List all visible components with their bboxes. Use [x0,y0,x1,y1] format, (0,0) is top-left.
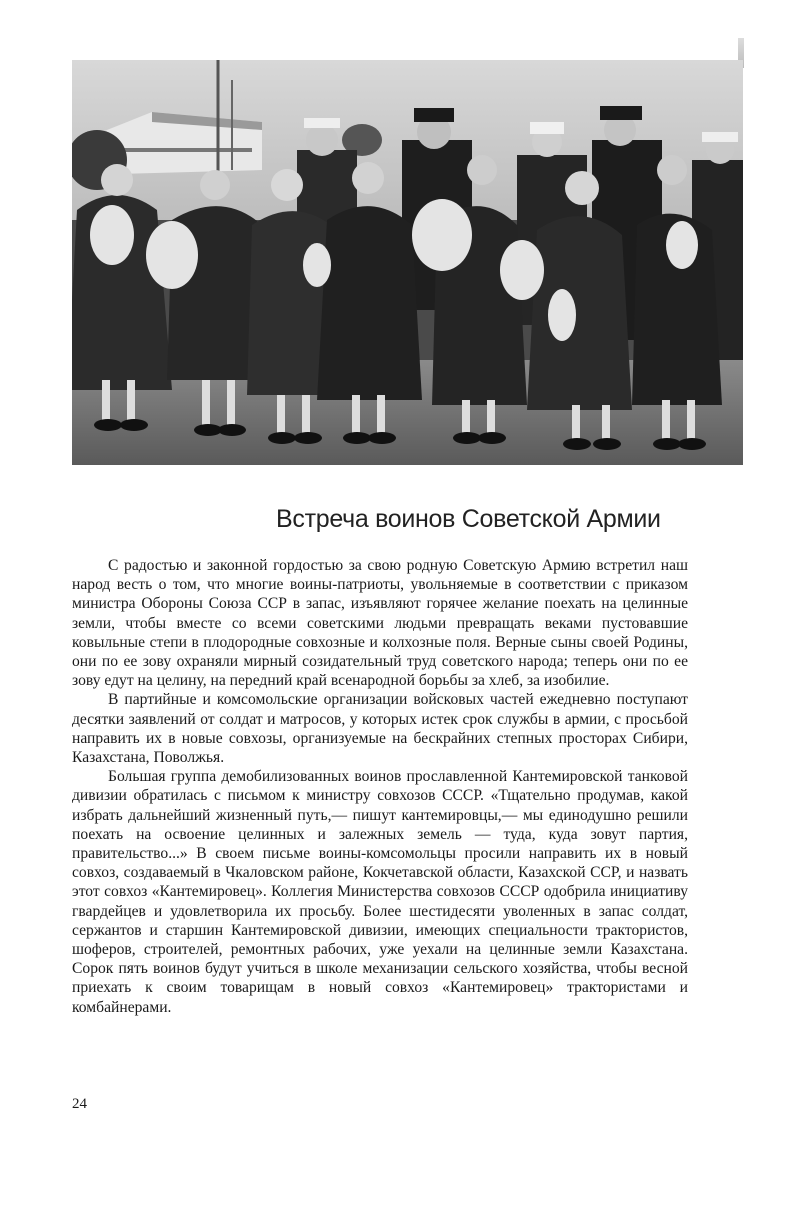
article-body [72,556,688,1017]
article-title: Встреча воинов Советской Армии [276,505,661,533]
page-number: 24 [72,1096,87,1112]
group-photo [72,60,743,465]
article-paragraph: С радостью и законной гордостью за свою родную Советскую Армию встретил наш народ весть о том, что многие воины-патриоты, увольняемые в соответствии с приказом министра Обороны Союза ССР в запас, изъявляют горячее желание поехать на целинные земли, чтобы вместе со всеми советскими людьми превращать веками пустовавшие ковыльные степи в плодородные совхозные и колхозные поля. Верные сыны своей Родины, они по ее зову охраняли мирный созидательный труд советского народа; теперь они по ее зову едут на целину, на передний край всенародной борьбы за хлеб, за изобилие. [72,557,688,690]
article-paragraph: В партийные и комсомольские организации войсковых частей ежедневно поступают десятки заявлений от солдат и матросов, у которых истек срок службы в армии, с просьбой направить их в новые совхозы, организуемые на бескрайних степных просторах Сибири, Казахстана, Поволжья. [72,691,688,767]
article-paragraph: Большая группа демобилизованных воинов прославленной Кантемировской танковой дивизии обратилась с письмом к министру совхозов СССР. «Тщательно продумав, какой избрать дальнейший жизненный путь,— пишут кантемировцы,— мы единодушно решили поехать на освоение целинных и залежных земель — туда, куда зовут партия, правительство...» В своем письме воины-комсомольцы просили направить их в новый совхоз, создаваемый в Чкаловском районе, Кокчетавской области, Казахской ССР, и назвать этот совхоз «Кантемировец». Коллегия Министерства совхозов СССР одобрила инициативу гвардейцев и удовлетворила их просьбу. Более шестидесяти уволенных в запас солдат, сержантов и старшин Кантемировской дивизии, имеющих специальности трактористов, шоферов, строителей, ремонтных рабочих, уже уехали на целинные земли Казахстана. Сорок пять воинов будут учиться в школе механизации сельского хозяйства, чтобы весной приехать к своим товарищам в новый совхоз «Кантемировец» трактористами и комбайнерами. [72,768,688,1016]
group-photo-illustration [72,60,743,465]
